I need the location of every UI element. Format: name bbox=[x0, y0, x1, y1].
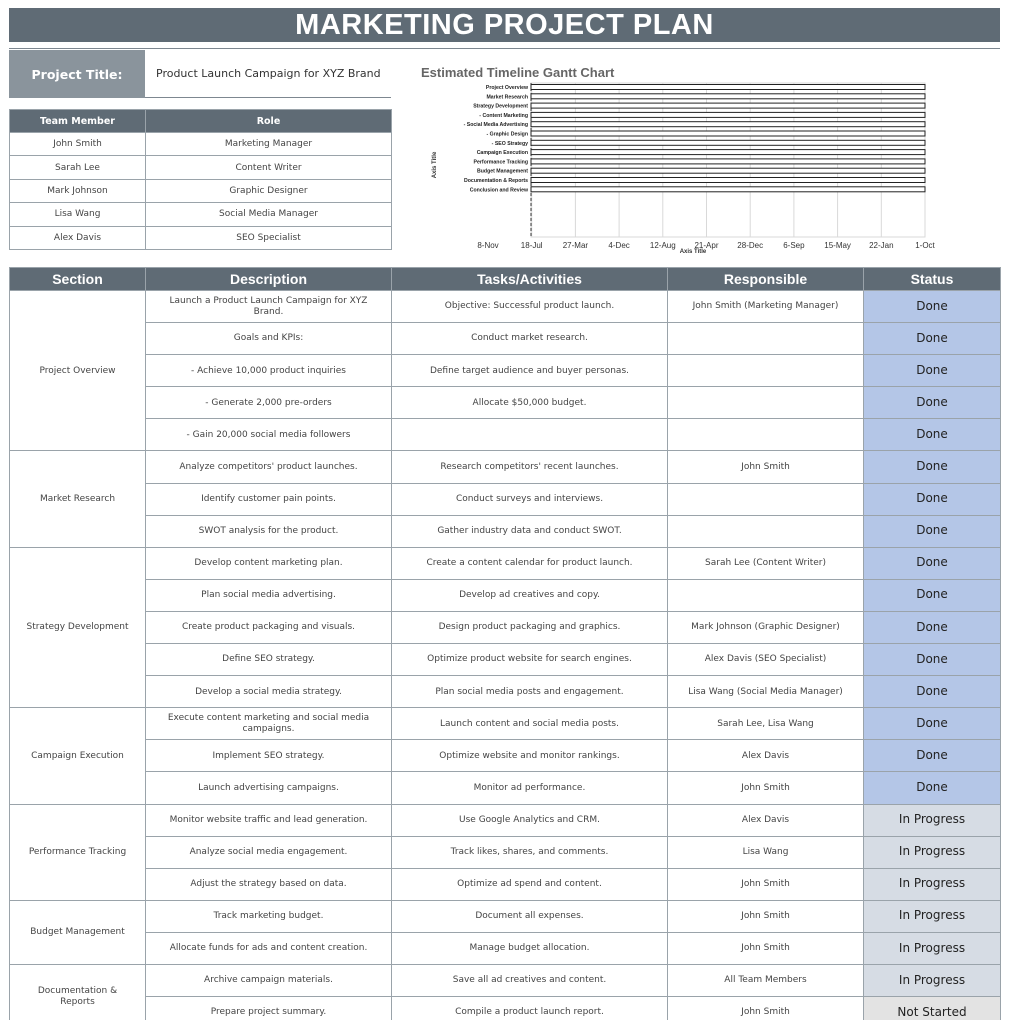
team-member-cell[interactable]: Mark Johnson bbox=[10, 179, 146, 202]
description-cell[interactable]: Archive campaign materials. bbox=[146, 964, 392, 996]
description-cell[interactable]: - Gain 20,000 social media followers bbox=[146, 419, 392, 451]
description-cell[interactable]: Identify customer pain points. bbox=[146, 483, 392, 515]
responsible-cell[interactable]: John Smith (Marketing Manager) bbox=[668, 291, 864, 323]
responsible-cell[interactable]: Lisa Wang bbox=[668, 836, 864, 868]
team-table bbox=[9, 109, 392, 250]
responsible-cell[interactable] bbox=[668, 419, 864, 451]
x-tick-label: 1-Oct bbox=[915, 241, 935, 250]
description-cell[interactable]: Create product packaging and visuals. bbox=[146, 611, 392, 643]
x-tick-label: 6-Sep bbox=[783, 241, 805, 250]
gantt-bar bbox=[531, 85, 925, 90]
category-label: Performance Tracking bbox=[473, 159, 528, 166]
responsible-header[interactable]: Responsible bbox=[668, 268, 864, 291]
x-tick-label: 22-Jan bbox=[869, 241, 894, 250]
description-cell[interactable]: Goals and KPIs: bbox=[146, 323, 392, 355]
table-row bbox=[10, 323, 1001, 355]
responsible-cell[interactable]: John Smith bbox=[668, 451, 864, 483]
status-cell[interactable]: Done bbox=[864, 708, 1001, 740]
responsible-cell[interactable] bbox=[668, 323, 864, 355]
description-cell[interactable]: Prepare project summary. bbox=[146, 997, 392, 1020]
description-cell[interactable]: Allocate funds for ads and content creation. bbox=[146, 932, 392, 964]
description-cell[interactable]: Adjust the strategy based on data. bbox=[146, 868, 392, 900]
task-cell[interactable]: Create a content calendar for product launch. bbox=[392, 547, 668, 579]
role-cell[interactable]: Social Media Manager bbox=[146, 203, 392, 226]
responsible-cell[interactable]: Mark Johnson (Graphic Designer) bbox=[668, 611, 864, 643]
responsible-cell[interactable]: All Team Members bbox=[668, 964, 864, 996]
table-row bbox=[10, 515, 1001, 547]
table-row bbox=[10, 708, 1001, 740]
task-cell[interactable]: Optimize product website for search engines. bbox=[392, 644, 668, 676]
section-cell[interactable]: Budget Management bbox=[10, 900, 146, 964]
task-cell[interactable]: Use Google Analytics and CRM. bbox=[392, 804, 668, 836]
gantt-bar bbox=[531, 94, 925, 99]
team-row bbox=[10, 133, 392, 156]
status-cell[interactable]: In Progress bbox=[864, 804, 1001, 836]
status-cell[interactable]: Not Started bbox=[864, 997, 1001, 1020]
responsible-cell[interactable]: John Smith bbox=[668, 772, 864, 804]
status-cell[interactable]: Done bbox=[864, 676, 1001, 708]
task-cell[interactable]: Develop ad creatives and copy. bbox=[392, 579, 668, 611]
team-member-cell[interactable]: Sarah Lee bbox=[10, 156, 146, 179]
responsible-cell[interactable]: John Smith bbox=[668, 997, 864, 1020]
gantt-chart-canvas bbox=[405, 62, 945, 260]
status-cell[interactable]: Done bbox=[864, 515, 1001, 547]
description-cell[interactable]: Execute content marketing and social media campaigns. bbox=[146, 708, 392, 740]
table-row bbox=[10, 579, 1001, 611]
gantt-bar bbox=[531, 159, 925, 164]
gantt-bar bbox=[531, 168, 925, 173]
table-row bbox=[10, 451, 1001, 483]
description-cell[interactable]: Analyze social media engagement. bbox=[146, 836, 392, 868]
task-cell[interactable]: Objective: Successful product launch. bbox=[392, 291, 668, 323]
plan-header-row bbox=[10, 268, 1001, 291]
responsible-cell[interactable] bbox=[668, 483, 864, 515]
gantt-bar bbox=[531, 178, 925, 183]
category-label: Budget Management bbox=[476, 168, 528, 175]
category-label: Campaign Execution bbox=[476, 150, 528, 157]
gantt-bar bbox=[531, 131, 925, 136]
description-cell[interactable]: SWOT analysis for the product. bbox=[146, 515, 392, 547]
section-cell[interactable]: Performance Tracking bbox=[10, 804, 146, 900]
description-cell[interactable]: - Achieve 10,000 product inquiries bbox=[146, 355, 392, 387]
table-row bbox=[10, 676, 1001, 708]
category-label: Market Research bbox=[486, 94, 528, 101]
table-row bbox=[10, 355, 1001, 387]
team-header-row bbox=[10, 110, 392, 133]
x-tick-label: 15-May bbox=[824, 241, 851, 250]
responsible-cell[interactable] bbox=[668, 387, 864, 419]
table-row bbox=[10, 611, 1001, 643]
table-row bbox=[10, 997, 1001, 1020]
table-row bbox=[10, 964, 1001, 996]
description-cell[interactable]: Monitor website traffic and lead generation. bbox=[146, 804, 392, 836]
task-cell[interactable]: Manage budget allocation. bbox=[392, 932, 668, 964]
table-row bbox=[10, 932, 1001, 964]
y-axis-title: Axis Title bbox=[432, 151, 438, 179]
gantt-bar bbox=[531, 122, 925, 127]
status-cell[interactable]: Done bbox=[864, 547, 1001, 579]
table-row bbox=[10, 547, 1001, 579]
table-row bbox=[10, 804, 1001, 836]
project-title-label: Project Title: bbox=[9, 50, 145, 98]
status-cell[interactable]: In Progress bbox=[864, 932, 1001, 964]
description-cell[interactable]: Track marketing budget. bbox=[146, 900, 392, 932]
task-cell[interactable]: Track likes, shares, and comments. bbox=[392, 836, 668, 868]
description-cell[interactable]: Launch a Product Launch Campaign for XYZ Brand. bbox=[146, 291, 392, 323]
status-cell[interactable]: Done bbox=[864, 451, 1001, 483]
responsible-cell[interactable] bbox=[668, 355, 864, 387]
status-cell[interactable]: Done bbox=[864, 323, 1001, 355]
status-cell[interactable]: Done bbox=[864, 291, 1001, 323]
status-cell[interactable]: Done bbox=[864, 419, 1001, 451]
task-cell[interactable]: Allocate $50,000 budget. bbox=[392, 387, 668, 419]
category-label: Strategy Development bbox=[473, 103, 528, 110]
task-cell[interactable]: Conduct market research. bbox=[392, 323, 668, 355]
status-cell[interactable]: Done bbox=[864, 355, 1001, 387]
team-member-header[interactable]: Team Member bbox=[10, 110, 146, 133]
table-row bbox=[10, 772, 1001, 804]
description-cell[interactable]: Define SEO strategy. bbox=[146, 644, 392, 676]
category-label: - Content Marketing bbox=[479, 112, 528, 119]
section-cell[interactable]: Strategy Development bbox=[10, 547, 146, 707]
responsible-cell[interactable] bbox=[668, 515, 864, 547]
team-member-cell[interactable]: Lisa Wang bbox=[10, 203, 146, 226]
description-cell[interactable]: Develop content marketing plan. bbox=[146, 547, 392, 579]
table-row bbox=[10, 740, 1001, 772]
tasks-header[interactable]: Tasks/Activities bbox=[392, 268, 668, 291]
category-label: Documentation & Reports bbox=[464, 178, 528, 184]
table-row bbox=[10, 419, 1001, 451]
x-tick-label: 4-Dec bbox=[608, 241, 630, 250]
status-cell[interactable]: In Progress bbox=[864, 964, 1001, 996]
x-tick-label: 18-Jul bbox=[520, 241, 543, 250]
role-cell[interactable]: Marketing Manager bbox=[146, 133, 392, 156]
gantt-bar bbox=[531, 150, 925, 155]
responsible-cell[interactable]: Sarah Lee (Content Writer) bbox=[668, 547, 864, 579]
task-cell[interactable]: Save all ad creatives and content. bbox=[392, 964, 668, 996]
project-plan-table bbox=[9, 267, 1001, 1020]
task-cell[interactable]: Optimize ad spend and content. bbox=[392, 868, 668, 900]
status-cell[interactable]: Done bbox=[864, 579, 1001, 611]
description-cell[interactable]: Plan social media advertising. bbox=[146, 579, 392, 611]
task-cell[interactable]: Optimize website and monitor rankings. bbox=[392, 740, 668, 772]
category-label: - SEO Strategy bbox=[491, 140, 528, 147]
x-tick-label: 28-Dec bbox=[737, 241, 764, 250]
description-cell[interactable]: Implement SEO strategy. bbox=[146, 740, 392, 772]
section-cell[interactable]: Project Overview bbox=[10, 291, 146, 451]
team-member-cell[interactable]: Alex Davis bbox=[10, 226, 146, 249]
responsible-cell[interactable]: Alex Davis bbox=[668, 804, 864, 836]
gantt-bar bbox=[531, 112, 925, 117]
responsible-cell[interactable] bbox=[668, 579, 864, 611]
section-cell[interactable]: Market Research bbox=[10, 451, 146, 547]
project-title-value[interactable]: Product Launch Campaign for XYZ Brand bbox=[145, 50, 391, 98]
responsible-cell[interactable]: Alex Davis bbox=[668, 740, 864, 772]
section-cell[interactable]: Campaign Execution bbox=[10, 708, 146, 804]
team-row bbox=[10, 203, 392, 226]
gantt-bar bbox=[531, 187, 925, 192]
page-title: MARKETING PROJECT PLAN bbox=[9, 8, 1000, 42]
gantt-bar bbox=[531, 140, 925, 145]
task-cell[interactable]: Plan social media posts and engagement. bbox=[392, 676, 668, 708]
x-tick-label: 12-Aug bbox=[649, 241, 676, 250]
section-header[interactable]: Section bbox=[10, 268, 146, 291]
table-row bbox=[10, 836, 1001, 868]
task-cell[interactable]: Gather industry data and conduct SWOT. bbox=[392, 515, 668, 547]
status-cell[interactable]: In Progress bbox=[864, 900, 1001, 932]
table-row bbox=[10, 900, 1001, 932]
status-cell[interactable]: Done bbox=[864, 387, 1001, 419]
table-row bbox=[10, 483, 1001, 515]
responsible-cell[interactable]: John Smith bbox=[668, 868, 864, 900]
role-cell[interactable]: Graphic Designer bbox=[146, 179, 392, 202]
team-row bbox=[10, 179, 392, 202]
task-cell[interactable]: Research competitors' recent launches. bbox=[392, 451, 668, 483]
x-tick-label: 27-Mar bbox=[562, 241, 589, 250]
description-cell[interactable]: Develop a social media strategy. bbox=[146, 676, 392, 708]
role-cell[interactable]: Content Writer bbox=[146, 156, 392, 179]
title-divider bbox=[9, 48, 1000, 49]
x-tick-label: 21-Apr bbox=[694, 241, 719, 250]
description-cell[interactable]: Launch advertising campaigns. bbox=[146, 772, 392, 804]
task-cell[interactable]: Design product packaging and graphics. bbox=[392, 611, 668, 643]
x-tick-label: 8-Nov bbox=[477, 241, 499, 250]
gantt-chart bbox=[405, 62, 945, 260]
table-row bbox=[10, 644, 1001, 676]
role-header[interactable]: Role bbox=[146, 110, 392, 133]
status-cell[interactable]: Done bbox=[864, 644, 1001, 676]
table-row bbox=[10, 387, 1001, 419]
status-cell[interactable]: Done bbox=[864, 611, 1001, 643]
status-cell[interactable]: Done bbox=[864, 772, 1001, 804]
category-label: Project Overview bbox=[485, 85, 528, 91]
task-cell[interactable]: Compile a product launch report. bbox=[392, 997, 668, 1020]
responsible-cell[interactable]: Lisa Wang (Social Media Manager) bbox=[668, 676, 864, 708]
task-cell[interactable] bbox=[392, 419, 668, 451]
responsible-cell[interactable]: Sarah Lee, Lisa Wang bbox=[668, 708, 864, 740]
gantt-bar bbox=[531, 103, 925, 108]
category-label: - Social Media Advertising bbox=[463, 122, 528, 129]
status-cell[interactable]: In Progress bbox=[864, 868, 1001, 900]
description-cell[interactable]: - Generate 2,000 pre-orders bbox=[146, 387, 392, 419]
responsible-cell[interactable]: John Smith bbox=[668, 932, 864, 964]
status-header[interactable]: Status bbox=[864, 268, 1001, 291]
status-cell[interactable]: In Progress bbox=[864, 836, 1001, 868]
description-header[interactable]: Description bbox=[146, 268, 392, 291]
responsible-cell[interactable]: Alex Davis (SEO Specialist) bbox=[668, 644, 864, 676]
task-cell[interactable]: Define target audience and buyer personas. bbox=[392, 355, 668, 387]
category-label: - Graphic Design bbox=[486, 131, 528, 138]
x-axis-title: Axis Title bbox=[679, 249, 707, 255]
task-cell[interactable]: Monitor ad performance. bbox=[392, 772, 668, 804]
team-row bbox=[10, 156, 392, 179]
team-row bbox=[10, 226, 392, 249]
chart-title: Estimated Timeline Gantt Chart bbox=[421, 65, 615, 80]
table-row bbox=[10, 291, 1001, 323]
task-cell[interactable]: Document all expenses. bbox=[392, 900, 668, 932]
role-cell[interactable]: SEO Specialist bbox=[146, 226, 392, 249]
section-cell[interactable]: Documentation & Reports bbox=[10, 964, 146, 1020]
team-member-cell[interactable]: John Smith bbox=[10, 133, 146, 156]
status-cell[interactable]: Done bbox=[864, 483, 1001, 515]
status-cell[interactable]: Done bbox=[864, 740, 1001, 772]
responsible-cell[interactable]: John Smith bbox=[668, 900, 864, 932]
task-cell[interactable]: Launch content and social media posts. bbox=[392, 708, 668, 740]
category-label: Conclusion and Review bbox=[469, 187, 528, 194]
table-row bbox=[10, 868, 1001, 900]
task-cell[interactable]: Conduct surveys and interviews. bbox=[392, 483, 668, 515]
description-cell[interactable]: Analyze competitors' product launches. bbox=[146, 451, 392, 483]
